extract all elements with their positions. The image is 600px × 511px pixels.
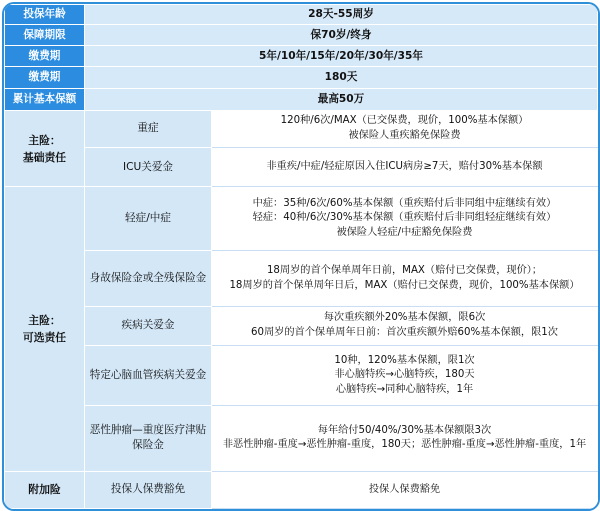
detail-line: 轻症：40种/6次/30%基本保额（重疾赔付后非同组轻症继续有效） — [252, 212, 557, 224]
section-title-line: 主险： — [28, 313, 61, 327]
row-waiting-period — [5, 67, 598, 88]
detail-line: 被保险人轻症/中症豁免保险费 — [336, 226, 473, 238]
item-label: 特定心脑血管疾病关爱金 — [85, 345, 212, 405]
header-label: 缴费期 — [5, 46, 85, 67]
header-value: 保70岁/终身 — [85, 25, 598, 46]
row-icu — [5, 148, 598, 187]
item-detail — [212, 187, 598, 251]
header-value: 28天-55周岁 — [85, 5, 598, 25]
row-max-sum — [5, 88, 598, 110]
detail-line: 非恶性肿瘤-重度→恶性肿瘤-重度，180天；恶性肿瘤-重度→恶性肿瘤-重度，1年 — [222, 439, 587, 451]
item-label: 身故保险金或全残保险金 — [85, 250, 212, 306]
header-value: 最高50万 — [85, 88, 598, 110]
row-cancer-allowance — [5, 406, 598, 472]
detail-line: 非重疾/中症/轻症原因入住ICU病房≥7天，赔付30%基本保额 — [266, 160, 543, 172]
detail-line: 60周岁的首个保单周年日前：首次重疾额外赔60%基本保额，限1次 — [251, 326, 558, 338]
row-addon — [5, 471, 598, 508]
header-label: 累计基本保额 — [5, 88, 85, 110]
item-detail — [212, 250, 598, 306]
detail-line: 被保险人重疾豁免保险费 — [348, 129, 461, 141]
item-detail — [212, 148, 598, 187]
item-label: 疾病关爱金 — [85, 307, 212, 345]
item-detail: 投保人保费豁免 — [212, 471, 598, 508]
item-detail — [212, 406, 598, 472]
header-label: 保障期限 — [5, 25, 85, 46]
item-detail — [212, 345, 598, 405]
row-mild-moderate — [5, 187, 598, 251]
header-label: 缴费期 — [5, 67, 85, 88]
row-critical-illness — [5, 110, 598, 147]
item-label: 恶性肿瘤—重度医疗津贴保险金 — [85, 406, 212, 472]
section-title-line: 可选责任 — [22, 330, 67, 344]
section-addon-title: 附加险 — [5, 471, 85, 508]
section-title-line: 基础责任 — [22, 150, 67, 164]
section-optional-title — [5, 187, 85, 471]
row-term — [5, 25, 598, 46]
insurance-table-container — [2, 2, 600, 511]
detail-line: 非心脑特疾→心脑特疾，180天 — [334, 369, 475, 381]
detail-line: 心脑特疾→同种心脑特疾，1年 — [335, 383, 474, 395]
row-disease-care — [5, 307, 598, 345]
detail-line: 每年给付50/40%/30%基本保额限3次 — [317, 424, 492, 436]
item-label: 投保人保费豁免 — [85, 471, 212, 508]
header-value: 180天 — [85, 67, 598, 88]
header-label: 投保年龄 — [5, 5, 85, 25]
item-label: 重症 — [85, 110, 212, 147]
detail-line: 10种，120%基本保额，限1次 — [334, 354, 475, 366]
item-detail — [212, 307, 598, 345]
row-death-disability — [5, 250, 598, 306]
header-value: 5年/10年/15年/20年/30年/35年 — [85, 46, 598, 67]
detail-line: 18周岁的首个保单周年日前，MAX（赔付已交保费，现价）； — [266, 265, 543, 277]
detail-line: 18周岁的首个保单周年日后，MAX（赔付已交保费，现价，100%基本保额） — [229, 279, 580, 291]
item-label: 轻症/中症 — [85, 187, 212, 251]
row-payment-period — [5, 46, 598, 67]
section-basic-title — [5, 110, 85, 187]
row-age — [5, 5, 598, 25]
row-cardio-cerebro — [5, 345, 598, 405]
detail-line: 每次重疾额外20%基本保额，限6次 — [323, 312, 486, 324]
detail-line: 120种/6次/MAX（已交保费，现价，100%基本保额） — [280, 115, 529, 127]
section-title-line: 主险： — [28, 133, 61, 147]
insurance-table — [4, 4, 598, 509]
item-detail — [212, 110, 598, 147]
item-label: ICU关爱金 — [85, 148, 212, 187]
detail-line: 中症：35种/6次/60%基本保额（重疾赔付后非同组中症继续有效） — [252, 197, 557, 209]
